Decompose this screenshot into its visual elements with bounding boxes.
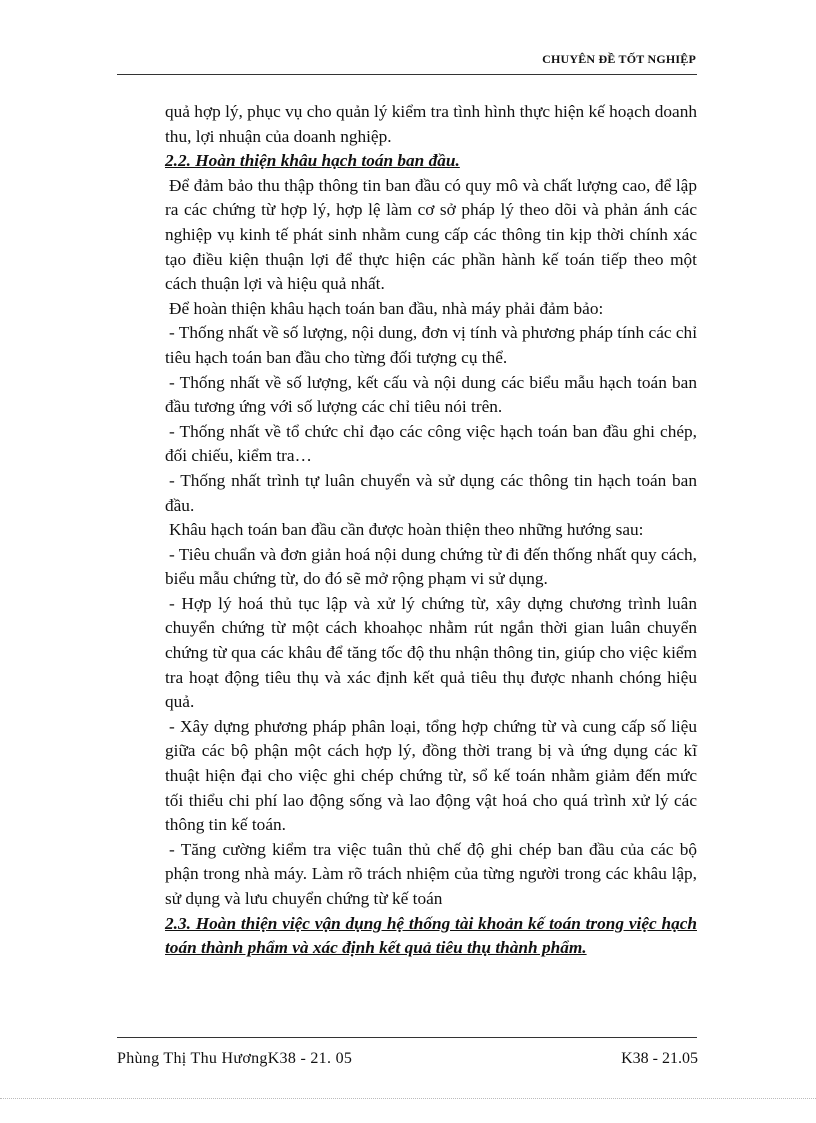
paragraph: Để đảm bảo thu thập thông tin ban đầu có quy mô và chất lượng cao, để lập ra các chứng từ hợp lý, hợp lệ làm cơ sở pháp lý theo dõi và phản ánh các nghiệp vụ kinh tế phát sinh nhằm cung cấp các thông tin kịp thời chính xác tạo điều kiện thuận lợi để thực hiện các phần hành kế toán tiếp theo một cách thuận lợi và hiệu quả nhất. — [165, 175, 697, 294]
paragraph: Để hoàn thiện khâu hạch toán ban đầu, nhà máy phải đảm bảo: — [169, 298, 604, 318]
list-item: - Hợp lý hoá thủ tục lập và xử lý chứng từ, xây dựng chương trình luân chuyển chứng từ một cách khoahọc nhằm rút ngắn thời gian luân chuyển chứng từ qua các khâu để tăng tốc độ thu nhận thông tin, giúp cho việc kiểm tra hoạt động tiêu thụ và xác định kết quả tiêu thụ được nhanh chóng hiệu quả. — [165, 593, 697, 712]
document-body — [165, 100, 697, 961]
footer-divider — [117, 1037, 697, 1038]
section-heading-2-2: 2.2. Hoàn thiện khâu hạch toán ban đầu. — [165, 151, 460, 171]
footer-author: Phùng Thị Thu HươngK38 - 21. 05 — [117, 1050, 353, 1067]
list-item: - Thống nhất về số lượng, kết cấu và nội dung các biểu mẫu hạch toán ban đầu tương ứng với số lượng các chỉ tiêu nói trên. — [165, 372, 697, 417]
section-heading-2-3: 2.3. Hoàn thiện việc vận dụng hệ thống tài khoản kế toán trong việc hạch toán thành phẩm và xác định kết quả tiêu thụ thành phẩm. — [165, 913, 697, 958]
list-item: - Thống nhất trình tự luân chuyển và sử dụng các thông tin hạch toán ban đầu. — [165, 470, 697, 515]
paragraph: Khâu hạch toán ban đầu cần được hoàn thiện theo những hướng sau: — [169, 520, 644, 540]
footer-class-code: K38 - 21.05 — [621, 1050, 698, 1067]
header-divider — [117, 74, 697, 75]
page-edge-divider — [0, 1098, 816, 1099]
list-item: - Xây dựng phương pháp phân loại, tổng hợp chứng từ và cung cấp số liệu giữa các bộ phận một cách hợp lý, đồng thời trang bị và ứng dụng các kĩ thuật hiện đại cho việc ghi chép chứng từ, sổ kế toán nhằm giảm đến mức tối thiểu chi phí lao động sống và lao động vật hoá cho quá trình xử lý các thông tin kế toán. — [165, 716, 697, 835]
running-header-title: CHUYÊN ĐỀ TỐT NGHIỆP — [542, 52, 696, 66]
paragraph-continuation: quả hợp lý, phục vụ cho quản lý kiểm tra tình hình thực hiện kế hoạch doanh thu, lợi nhuận của doanh nghiệp. — [165, 102, 697, 146]
list-item: - Thống nhất về số lượng, nội dung, đơn vị tính và phương pháp tính các chỉ tiêu hạch toán ban đầu cho từng đối tượng cụ thể. — [165, 323, 697, 367]
list-item: - Thống nhất về tổ chức chỉ đạo các công việc hạch toán ban đầu ghi chép, đối chiếu, kiểm tra… — [165, 421, 697, 466]
list-item: - Tăng cường kiểm tra việc tuân thủ chế độ ghi chép ban đầu của các bộ phận trong nhà máy. Làm rõ trách nhiệm của từng người trong các khâu lập, sử dụng và lưu chuyển chứng từ kế toán — [165, 839, 697, 908]
list-item: - Tiêu chuẩn và đơn giản hoá nội dung chứng từ đi đến thống nhất quy cách, biểu mẫu chứng từ, do đó sẽ mở rộng phạm vi sử dụng. — [165, 544, 697, 589]
